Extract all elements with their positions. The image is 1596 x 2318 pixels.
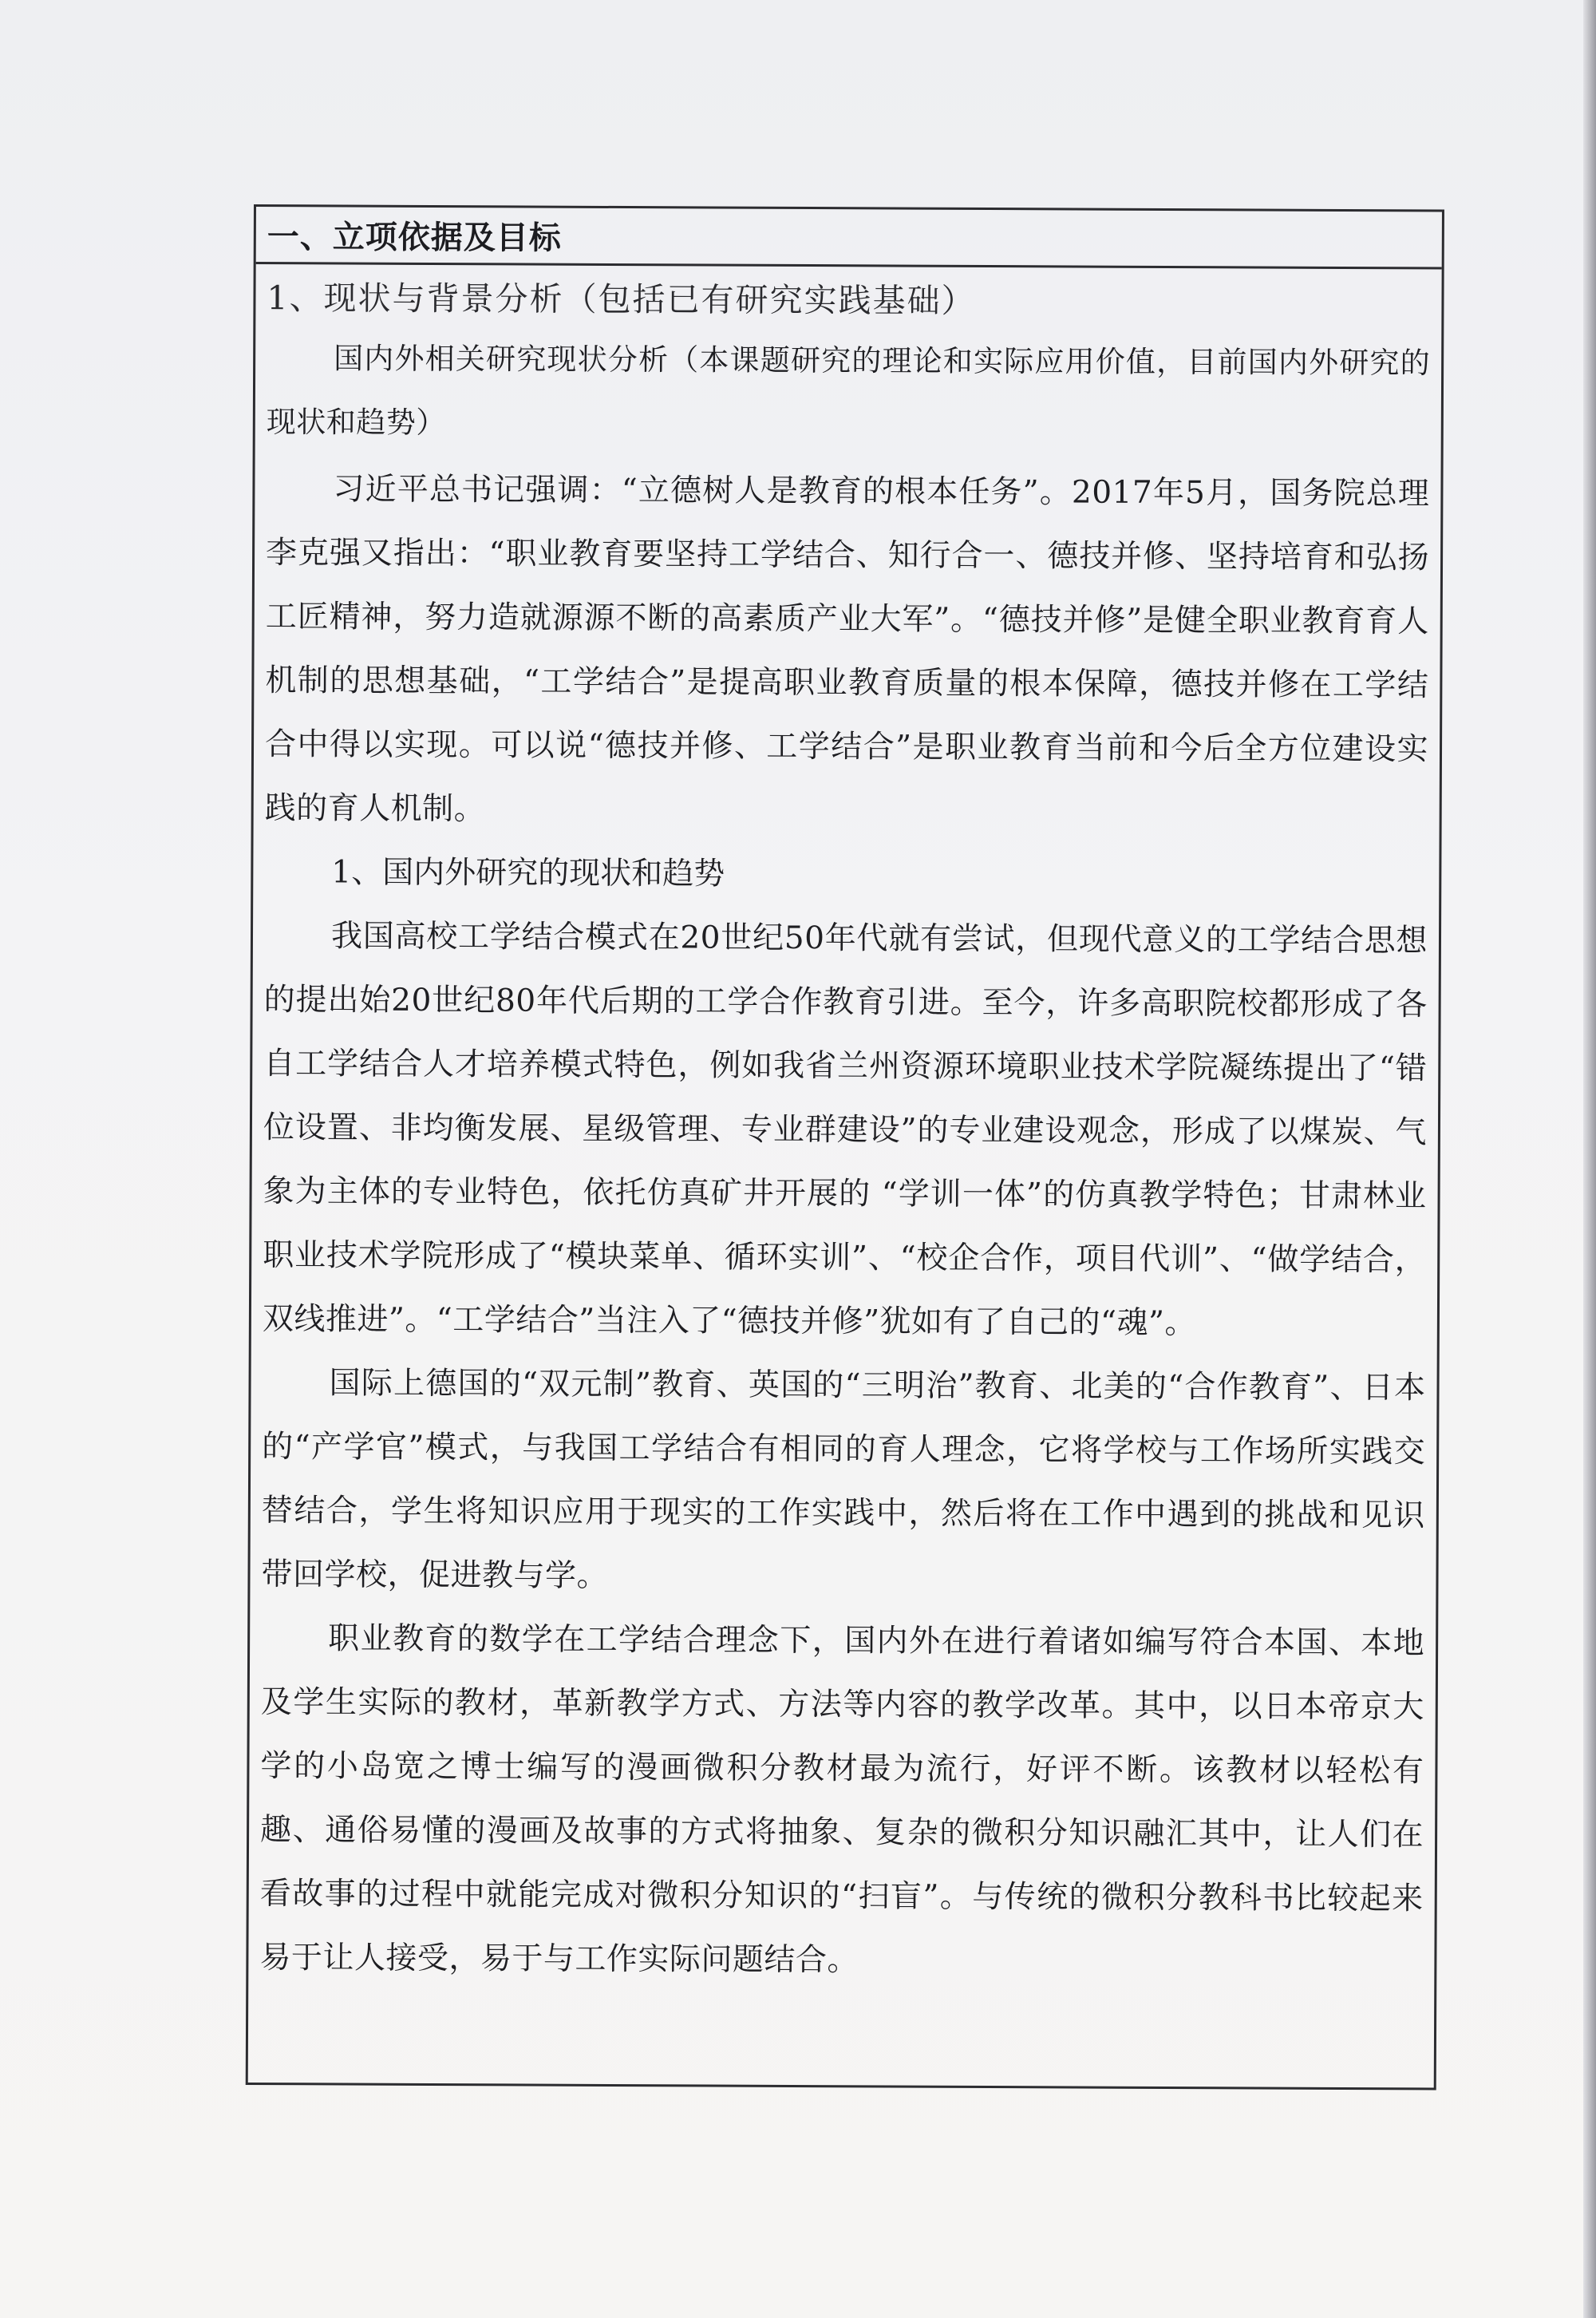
paragraph-international: 国际上德国的“双元制”教育、英国的“三明治”教育、北美的“合作教育”、日本的“产学官”模式，与我国工学结合有相同的育人理念，它将学校与工作场所实践交替结合，学生将知识应用于现实的工作实践中，然后将在工作中遇到的挑战和见识带回学校，促进教与学。 [261, 1365, 1426, 1594]
section-header [256, 207, 1442, 269]
section-title: 一、立项依据及目标 [267, 219, 562, 257]
section-content [248, 264, 1441, 1995]
page-edge-shadow [1583, 0, 1596, 2318]
item-title-domestic-foreign: 1、国内外研究的现状和趋势 [331, 854, 725, 892]
paragraph-math-teaching: 职业教育的数学在工学结合理念下，国内外在进行着诸如编写符合本国、本地及学生实际的教材，革新教学方式、方法等内容的教学改革。其中，以日本帝京大学的小岛宽之博士编写的漫画微积分教材最为流行，好评不断。该教材以轻松有趣、通俗易懂的漫画及故事的方式将抽象、复杂的微积分知识融汇其中，让人们在看故事的过程中就能完成对微积分知识的“扫盲”。与传统的微积分教科书比较起来易于让人接受，易于与工作实际问题结合。 [259, 1620, 1425, 1979]
paragraph-domestic: 我国高校工学结合模式在20世纪50年代就有尝试，但现代意义的工学结合思想的提出始20世纪80年代后期的工学合作教育引进。至今，许多高职院校都形成了各自工学结合人才培养模式特色，例如我省兰州资源环境职业技术学院凝练提出了“错位设置、非均衡发展、星级管理、专业群建设”的专业建设观念，形成了以煤炭、气象为主体的专业特色，依托仿真矿井开展的 “学训一体”的仿真教学特色；甘肃林业职业技术学院形成了“模块菜单、循环实训”、“校企合作，项目代训”、“做学结合，双线推进”。“工学结合”当注入了“德技并修”犹如有了自己的“魂”。 [262, 918, 1428, 1342]
intro-paragraph: 国内外相关研究现状分析（本课题研究的理论和实际应用价值，目前国内外研究的现状和趋势） [266, 341, 1431, 441]
form-table [246, 204, 1444, 2090]
paragraph-policy: 习近平总书记强调：“立德树人是教育的根本任务”。2017年5月，国务院总理李克强又指出：“职业教育要坚持工学结合、知行合一、德技并修、坚持培育和弘扬工匠精神，努力造就源源不断的高素质产业大军”。“德技并修”是健全职业教育育人机制的思想基础，“工学结合”是提高职业教育质量的根本保障，德技并修在工学结合中得以实现。可以说“德技并修、工学结合”是职业教育当前和今后全方位建设实践的育人机制。 [264, 471, 1430, 828]
subsection-title: 1、现状与背景分析（包括已有研究实践基础） [267, 279, 976, 320]
